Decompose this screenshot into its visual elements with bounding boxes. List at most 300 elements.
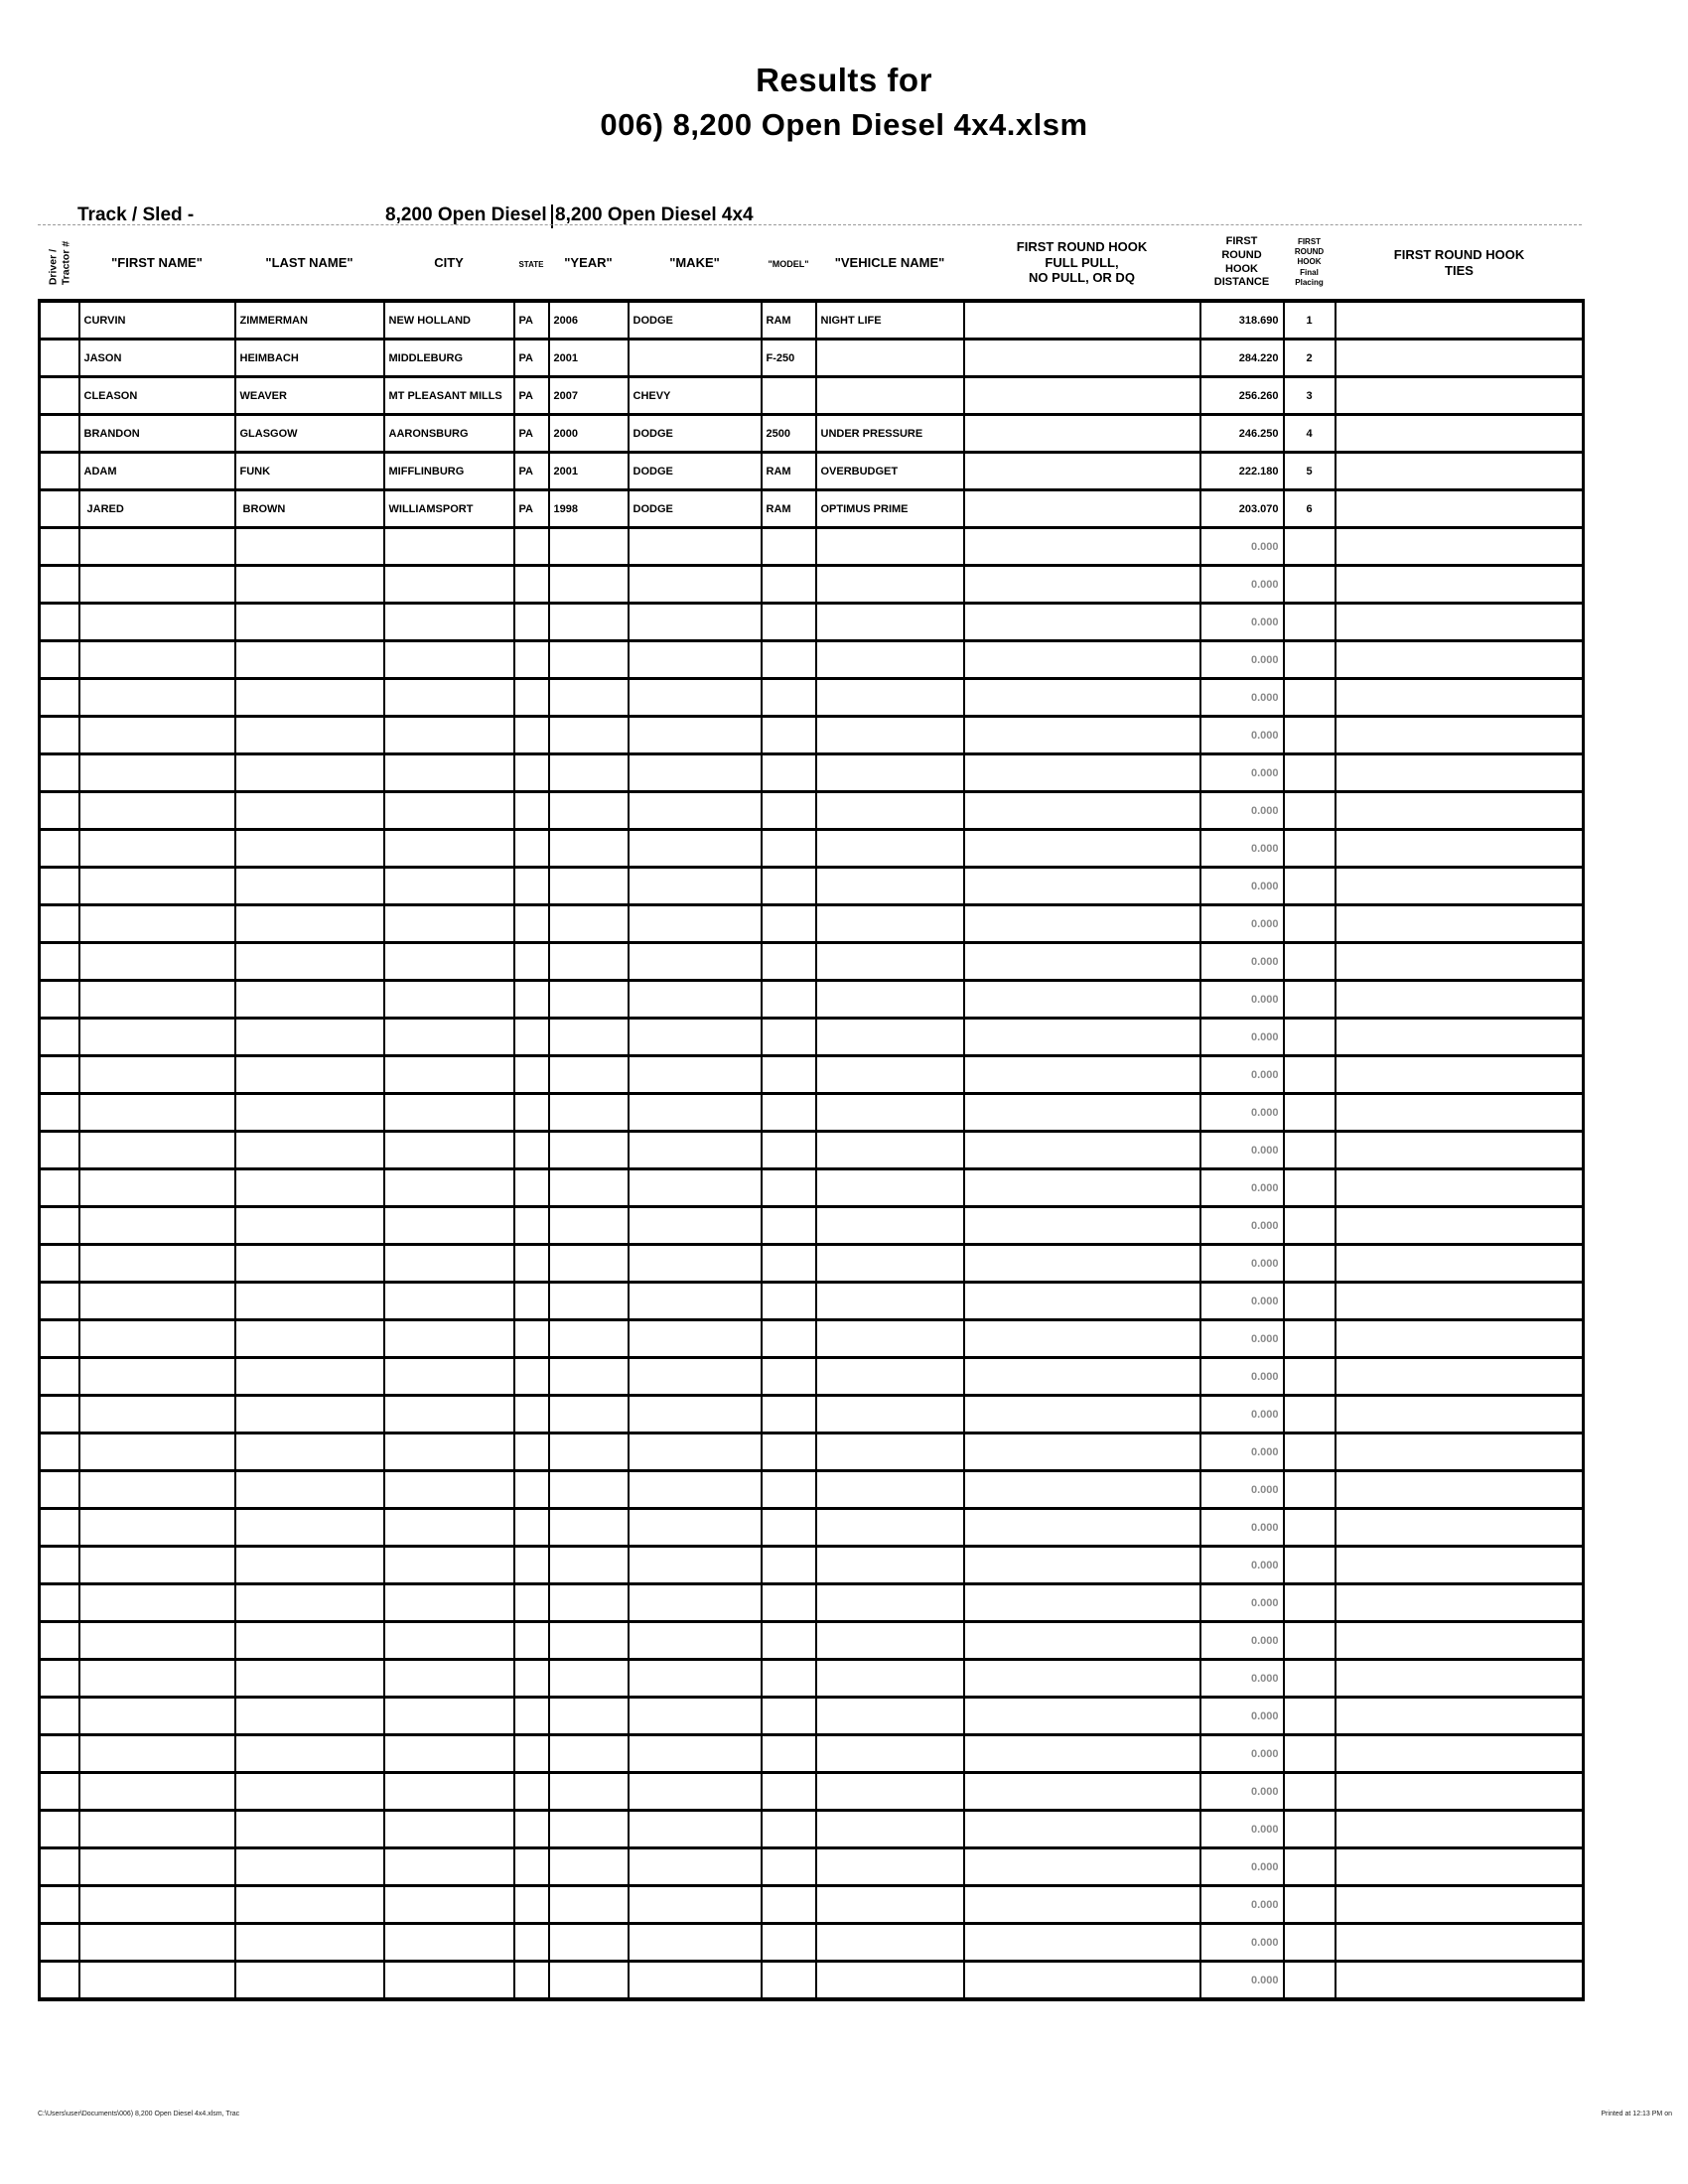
cell-full-pull [964,1848,1200,1886]
cell-last-name: WEAVER [235,377,384,415]
cell-model [762,604,816,641]
cell-placing: 4 [1284,415,1336,453]
cell-model [762,1811,816,1848]
cell-ties [1336,453,1584,490]
cell-vehicle-name [816,1019,964,1056]
cell-state [514,679,549,717]
cell-vehicle-name [816,1471,964,1509]
cell-vehicle-name [816,754,964,792]
cell-state: PA [514,377,549,415]
cell-ties [1336,792,1584,830]
cell-full-pull [964,528,1200,566]
cell-vehicle-name [816,1283,964,1320]
cell-last-name [235,1358,384,1396]
cell-distance: 0.000 [1200,1471,1284,1509]
cell-ties [1336,1886,1584,1924]
cell-last-name [235,1245,384,1283]
cell-city [384,604,514,641]
cell-model [762,905,816,943]
empty-row [40,1509,1584,1547]
cell-city [384,1811,514,1848]
cell-make [629,1924,762,1962]
cell-placing: 2 [1284,340,1336,377]
cell-first-name [79,1886,235,1924]
cell-full-pull [964,415,1200,453]
header-first-round-hook-distance: FIRST ROUND HOOK DISTANCE [1200,226,1284,301]
cell-state [514,1584,549,1622]
cell-first-name [79,1811,235,1848]
cell-distance: 0.000 [1200,1584,1284,1622]
cell-last-name [235,792,384,830]
cell-state: PA [514,301,549,340]
cell-last-name [235,1848,384,1886]
cell-year [549,1056,629,1094]
empty-row [40,1660,1584,1698]
cell-city [384,1698,514,1735]
cell-model [762,830,816,868]
cell-last-name [235,1019,384,1056]
cell-distance: 0.000 [1200,943,1284,981]
cell-city [384,1584,514,1622]
cell-ties [1336,1622,1584,1660]
cell-placing [1284,1509,1336,1547]
cell-state [514,717,549,754]
cell-model [762,528,816,566]
cell-full-pull [964,1019,1200,1056]
cell-last-name [235,1509,384,1547]
cell-make [629,981,762,1019]
cell-year [549,981,629,1019]
cell-make [629,679,762,717]
cell-ties [1336,1283,1584,1320]
cell-placing [1284,1132,1336,1169]
cell-city [384,943,514,981]
result-row [40,415,1584,453]
cell-ties [1336,1773,1584,1811]
cell-vehicle-name [816,377,964,415]
cell-placing [1284,1471,1336,1509]
cell-model [762,1735,816,1773]
cell-first-name [79,1471,235,1509]
cell-make [629,1584,762,1622]
cell-full-pull [964,1509,1200,1547]
cell-placing [1284,1433,1336,1471]
cell-first-name [79,792,235,830]
cell-last-name [235,830,384,868]
cell-placing [1284,1358,1336,1396]
cell-ties [1336,1471,1584,1509]
cell-ties [1336,1433,1584,1471]
cell-driver-tractor [40,604,79,641]
cell-model [762,1962,816,2000]
empty-row [40,1547,1584,1584]
cell-ties [1336,301,1584,340]
cell-full-pull [964,868,1200,905]
cell-year [549,528,629,566]
cell-year [549,1283,629,1320]
cell-distance: 0.000 [1200,830,1284,868]
cell-model [762,1169,816,1207]
cell-full-pull [964,604,1200,641]
cell-distance: 0.000 [1200,679,1284,717]
cell-city [384,1471,514,1509]
cell-make [629,1169,762,1207]
cell-year: 2006 [549,301,629,340]
cell-ties [1336,717,1584,754]
cell-last-name [235,679,384,717]
empty-row [40,1433,1584,1471]
cell-city [384,1283,514,1320]
cell-full-pull [964,1924,1200,1962]
page-break-dashed-line [38,224,1582,225]
cell-first-name [79,528,235,566]
cell-make [629,1019,762,1056]
cell-ties [1336,490,1584,528]
cell-city [384,679,514,717]
cell-first-name [79,1848,235,1886]
cell-city [384,1207,514,1245]
cell-model [762,1132,816,1169]
empty-row [40,1622,1584,1660]
cell-model [762,1924,816,1962]
cell-year [549,1584,629,1622]
cell-full-pull [964,1471,1200,1509]
result-row [40,377,1584,415]
cell-distance: 0.000 [1200,528,1284,566]
cell-vehicle-name [816,679,964,717]
cell-make [629,1056,762,1094]
results-table [38,226,1585,2001]
cell-placing [1284,641,1336,679]
cell-last-name [235,943,384,981]
cell-placing [1284,981,1336,1019]
cell-vehicle-name [816,1698,964,1735]
cell-distance: 0.000 [1200,1169,1284,1207]
cell-placing [1284,1584,1336,1622]
cell-last-name: BROWN [235,490,384,528]
cell-driver-tractor [40,415,79,453]
cell-first-name [79,1320,235,1358]
cell-city: MIFFLINBURG [384,453,514,490]
cell-first-name [79,1207,235,1245]
cell-make [629,1547,762,1584]
cell-model: RAM [762,453,816,490]
cell-make [629,566,762,604]
cell-ties [1336,868,1584,905]
cell-make [629,340,762,377]
cell-state [514,528,549,566]
cell-distance: 0.000 [1200,792,1284,830]
cell-state [514,1735,549,1773]
cell-placing [1284,1886,1336,1924]
cell-full-pull [964,1433,1200,1471]
cell-make: DODGE [629,415,762,453]
cell-ties [1336,1584,1584,1622]
cell-placing [1284,868,1336,905]
cell-last-name: GLASGOW [235,415,384,453]
cell-driver-tractor [40,1132,79,1169]
cell-vehicle-name [816,1735,964,1773]
cell-ties [1336,377,1584,415]
cell-last-name [235,1811,384,1848]
cell-last-name [235,604,384,641]
cell-model [762,1660,816,1698]
cell-distance: 318.690 [1200,301,1284,340]
header-first-round-hook-ties: FIRST ROUND HOOK TIES [1336,226,1584,301]
cell-city [384,717,514,754]
cell-driver-tractor [40,490,79,528]
cell-city [384,1660,514,1698]
cell-last-name: ZIMMERMAN [235,301,384,340]
cell-model: 2500 [762,415,816,453]
cell-state [514,943,549,981]
cell-placing [1284,1396,1336,1433]
cell-first-name [79,1169,235,1207]
cell-distance: 222.180 [1200,453,1284,490]
empty-row [40,641,1584,679]
cell-state [514,1207,549,1245]
cell-ties [1336,566,1584,604]
cell-city [384,868,514,905]
cell-placing [1284,1660,1336,1698]
cell-model [762,754,816,792]
footer-file-path: C:\Users\user\Documents\006) 8,200 Open Diesel 4x4.xlsm, Trac [38,2111,240,2117]
cell-city [384,754,514,792]
cell-last-name [235,1886,384,1924]
cell-year [549,679,629,717]
cell-state [514,1132,549,1169]
cell-ties [1336,1735,1584,1773]
cell-year: 2000 [549,415,629,453]
empty-row [40,1019,1584,1056]
cell-state [514,868,549,905]
cell-city [384,1509,514,1547]
cell-full-pull [964,1547,1200,1584]
cell-driver-tractor [40,1660,79,1698]
cell-state [514,1773,549,1811]
cell-city [384,1848,514,1886]
cell-first-name [79,641,235,679]
cell-vehicle-name [816,1773,964,1811]
cell-ties [1336,754,1584,792]
cell-ties [1336,981,1584,1019]
track-sled-label: Track / Sled - [77,205,195,225]
cell-full-pull [964,905,1200,943]
cell-city [384,1169,514,1207]
cell-driver-tractor [40,1433,79,1471]
cell-year [549,1848,629,1886]
cell-driver-tractor [40,1396,79,1433]
header-driver-tractor-text [47,240,71,284]
cell-placing [1284,1320,1336,1358]
cell-model [762,1320,816,1358]
header-vehicle-name: "VEHICLE NAME" [816,226,964,301]
cell-distance: 0.000 [1200,1811,1284,1848]
cell-driver-tractor [40,1735,79,1773]
cell-year [549,1132,629,1169]
empty-row [40,1735,1584,1773]
cell-last-name [235,1283,384,1320]
cell-state [514,1358,549,1396]
cell-placing: 5 [1284,453,1336,490]
cell-year [549,566,629,604]
cell-first-name: CURVIN [79,301,235,340]
cell-driver-tractor [40,340,79,377]
empty-row [40,868,1584,905]
cell-state [514,641,549,679]
cell-model [762,1848,816,1886]
cell-make [629,792,762,830]
cell-vehicle-name [816,1207,964,1245]
cell-state [514,1698,549,1735]
cell-ties [1336,340,1584,377]
cell-ties [1336,1811,1584,1848]
cell-driver-tractor [40,453,79,490]
cell-model [762,1698,816,1735]
cell-city [384,1019,514,1056]
cell-state [514,1169,549,1207]
empty-row [40,566,1584,604]
cell-make [629,943,762,981]
cell-vehicle-name [816,1848,964,1886]
cell-vehicle-name [816,1962,964,2000]
cell-full-pull [964,1660,1200,1698]
cell-city [384,905,514,943]
cell-full-pull [964,1811,1200,1848]
cell-full-pull [964,943,1200,981]
cell-model [762,641,816,679]
cell-year [549,1886,629,1924]
cell-year [549,1547,629,1584]
cell-last-name [235,1207,384,1245]
cell-full-pull [964,754,1200,792]
cell-distance: 0.000 [1200,1207,1284,1245]
cell-model [762,1283,816,1320]
cell-make [629,1698,762,1735]
result-row [40,301,1584,340]
page-title-line2: 006) 8,200 Open Diesel 4x4.xlsm [600,107,1088,142]
cell-first-name [79,1622,235,1660]
cell-first-name [79,981,235,1019]
cell-make [629,754,762,792]
cell-year [549,754,629,792]
cell-full-pull [964,792,1200,830]
cell-ties [1336,1358,1584,1396]
cell-city: MIDDLEBURG [384,340,514,377]
cell-last-name [235,1773,384,1811]
cell-ties [1336,1320,1584,1358]
empty-row [40,717,1584,754]
cell-last-name [235,1698,384,1735]
cell-vehicle-name [816,1660,964,1698]
cell-make [629,717,762,754]
cell-model [762,717,816,754]
cell-vehicle-name [816,566,964,604]
cell-distance: 0.000 [1200,1094,1284,1132]
cell-driver-tractor [40,868,79,905]
cell-full-pull [964,1320,1200,1358]
cell-distance: 0.000 [1200,754,1284,792]
cell-city [384,1962,514,2000]
cell-vehicle-name [816,1245,964,1283]
cell-vehicle-name [816,1169,964,1207]
cell-last-name [235,1433,384,1471]
track-sled-value-primary: 8,200 Open Diesel [385,205,553,228]
cell-full-pull [964,1962,1200,2000]
cell-first-name [79,1924,235,1962]
cell-state [514,1547,549,1584]
empty-row [40,1396,1584,1433]
cell-distance: 0.000 [1200,1547,1284,1584]
cell-first-name: JARED [79,490,235,528]
cell-placing [1284,754,1336,792]
cell-make: CHEVY [629,377,762,415]
cell-placing [1284,604,1336,641]
cell-driver-tractor [40,1471,79,1509]
cell-driver-tractor [40,528,79,566]
cell-city [384,528,514,566]
header-first-round-hook-result: FIRST ROUND HOOK FULL PULL, NO PULL, OR DQ [964,226,1200,301]
cell-state [514,1320,549,1358]
cell-distance: 0.000 [1200,905,1284,943]
cell-model [762,1019,816,1056]
cell-model [762,1358,816,1396]
cell-make [629,1320,762,1358]
cell-first-name [79,1433,235,1471]
cell-driver-tractor [40,905,79,943]
cell-full-pull [964,1283,1200,1320]
cell-placing [1284,1056,1336,1094]
cell-last-name: FUNK [235,453,384,490]
cell-city [384,1132,514,1169]
cell-last-name [235,905,384,943]
cell-placing [1284,1848,1336,1886]
cell-driver-tractor [40,1924,79,1962]
cell-ties [1336,1396,1584,1433]
cell-driver-tractor [40,717,79,754]
cell-full-pull [964,641,1200,679]
cell-distance: 203.070 [1200,490,1284,528]
cell-year: 2001 [549,453,629,490]
cell-vehicle-name [816,1320,964,1358]
cell-model: RAM [762,301,816,340]
cell-vehicle-name: UNDER PRESSURE [816,415,964,453]
cell-distance: 246.250 [1200,415,1284,453]
cell-state: PA [514,453,549,490]
cell-state [514,1396,549,1433]
cell-first-name [79,754,235,792]
cell-last-name [235,1660,384,1698]
cell-distance: 0.000 [1200,566,1284,604]
cell-make [629,1811,762,1848]
empty-row [40,679,1584,717]
cell-last-name [235,1169,384,1207]
cell-ties [1336,1245,1584,1283]
cell-placing [1284,1094,1336,1132]
cell-distance: 0.000 [1200,1848,1284,1886]
cell-placing [1284,1622,1336,1660]
cell-make [629,604,762,641]
cell-make [629,1132,762,1169]
cell-model [762,1433,816,1471]
cell-state [514,905,549,943]
cell-city [384,641,514,679]
cell-distance: 0.000 [1200,1396,1284,1433]
cell-distance: 0.000 [1200,1886,1284,1924]
cell-model [762,1886,816,1924]
cell-placing [1284,717,1336,754]
cell-city: WILLIAMSPORT [384,490,514,528]
